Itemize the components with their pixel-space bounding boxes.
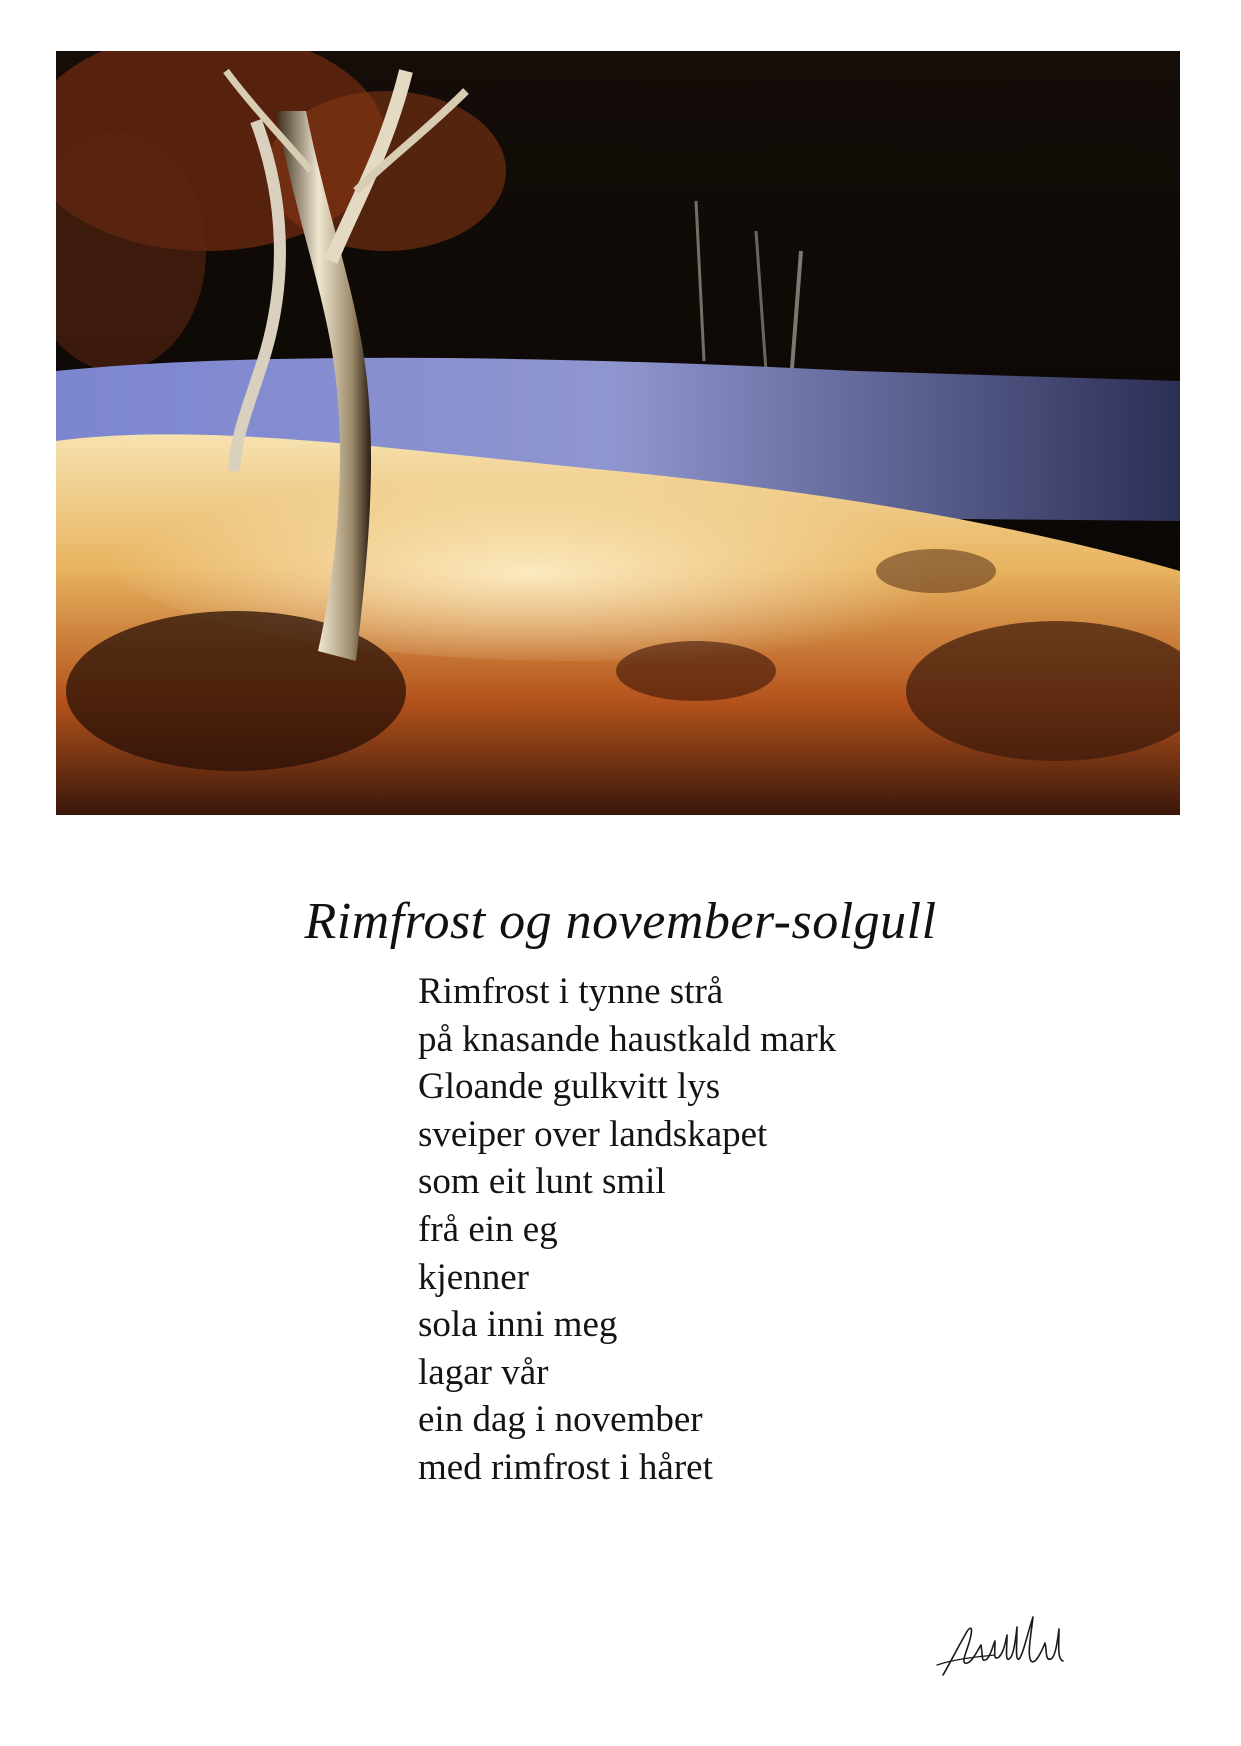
- photo-illustration: [56, 51, 1180, 815]
- poem-line: kjenner: [418, 1256, 529, 1298]
- poem-title: Rimfrost og november-solgull: [304, 893, 937, 950]
- poem-line: som eit lunt smil: [418, 1161, 666, 1203]
- poem-line: frå ein eg: [418, 1208, 558, 1250]
- signature: [935, 1605, 1070, 1685]
- poem-line: på knasande haustkald mark: [418, 1018, 837, 1060]
- poem-line: Gloande gulkvitt lys: [418, 1066, 721, 1108]
- poem-line: med rimfrost i håret: [418, 1446, 713, 1488]
- poem-line: Rimfrost i tynne strå: [418, 971, 724, 1012]
- poem-line: sola inni meg: [418, 1304, 618, 1346]
- poem-line: sveiper over landskapet: [418, 1113, 768, 1155]
- poem-body: [418, 968, 1018, 1492]
- poem-line: ein dag i november: [418, 1399, 703, 1441]
- landscape-photo: [56, 51, 1180, 815]
- poem-line: lagar vår: [418, 1351, 549, 1393]
